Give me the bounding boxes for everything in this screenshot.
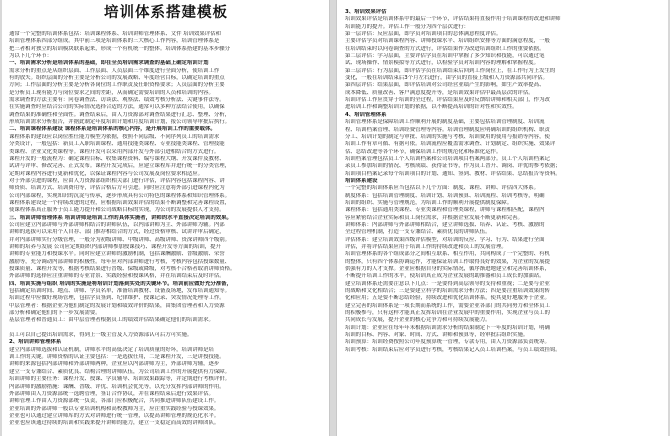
text-line: 共同成长与发展，提升企业的核心竞争力和可持续发展能力。 xyxy=(345,317,491,324)
text-line: 成本降低、质量改善、客户满意度提升等，是培训效果评估中最高层次的评估。 xyxy=(345,89,534,96)
text-line: 供强有力的人才支撑。企业应根据自身的实际情况，循序渐进地建立和完善培训体系， xyxy=(345,266,550,273)
text-line: 在培训结束时以问卷调查的方式进行，评估结果作为改进培训组织工作的重要依据。 xyxy=(345,45,545,52)
right-page-body xyxy=(345,9,660,354)
text-line: 包括确定培训时间、地点、讲师、学员名单，准备培训教材、设备及场地，发布培训通知等。 xyxy=(9,288,231,295)
text-line: 第二层评估：学习层面，主要评估学员在培训中掌握了多少知识和技能，可以通过笔 xyxy=(345,53,545,60)
text-line: 对于外部引进的课程，应由人力资源部组织相关部门进行评估，评估内容包括课程内容、讲 xyxy=(9,177,225,184)
text-line: 培训管理体系四部分组成。其中前三项是培训体系的三大核心工作内容，培训管理体系是 xyxy=(9,38,220,45)
text-line: 调查结果的准确性和全面性。调查结束后，由人力资源部对调查结果进行汇总、整理、分析， xyxy=(9,111,231,118)
text-line: 需求分析的重点是从组织层面、工作层面、人员层面三个维度进行全面分析，使培训工作 xyxy=(9,67,220,74)
text-line: 进培训工作和调整培训计划的依据，以不断提高培训的针对性和实效性。 xyxy=(345,104,518,111)
text-line: 建立完善的培训体系是一项长期而系统的工作，需要企业各部门的共同努力和全体员工 xyxy=(345,302,550,309)
text-line: 课程开发的一般流程为：确定课程目标、收集课程资料、编写课程大纲、开发课件及教材、 xyxy=(9,155,225,162)
text-line: 第三层评估：行为层面，即评估学员在培训结束后回到工作岗位上，在工作行为上发生的 xyxy=(345,67,556,74)
text-line: 培训管理体系是保障培训工作顺利开展的制度基础，主要包括培训管理制度、培训流 xyxy=(345,119,545,126)
text-line: 化和应用；五是要不断总结经验，持续改进和优化培训体系，使其更好地服务于企业。 xyxy=(345,295,550,302)
text-line: 通常一个完整的培训体系包括：培训课程体系、培训讲师管理体系、文件 培训效果评估和 xyxy=(9,31,221,37)
text-line: 试讲与评审、修改完善、正式发布。课程开发完成后，应建立课程库并进行统一的分类管理， xyxy=(9,163,231,170)
text-line: 第一层评估：反应层面，即学员对培训项目的总体满意程度评估。 xyxy=(345,31,502,38)
text-line: 全过程管理机制，打造一支专兼结合、素质优良的讲师队伍。 xyxy=(345,229,491,236)
text-line: 估、总结改进等各个环节，确保培训工作的规范化和标准化运作。 xyxy=(345,148,502,155)
text-line: 分类设计，一般包括：新员工入职培训课程、通用技能类课程、专业技能类课程、管理技能 xyxy=(9,141,225,148)
text-line: 的整体，只有四个体系协调运作，才能保证培训工作取得良好的效果，为企业的发展提 xyxy=(345,258,550,265)
text-line: 培训工作有章可循、有据可依。培训流程应覆盖需求调查、计划制定、组织实施、效果评 xyxy=(345,141,556,148)
text-line: 企业也可以通过建立讲师库的方式对讲师进行统一管理，以提高讲师管理的规范化水平。 xyxy=(9,412,220,419)
text-line: 公司内部课程，实现知识的沉淀与传承，逐步形成具有公司特色的课程体系和知识管理体系。 xyxy=(9,192,231,199)
text-line: 有的放矢。组织层面的分析主要是分析公司的发展战略、年度经营目标，以确定培训的重点 xyxy=(9,75,225,82)
text-line: 录员工参加培训的情况、考核成绩、获得证书等，作为员工晋升、调岗、评优的参考依据； xyxy=(345,163,561,170)
text-line: 讲师的来源包括内部讲师和外部讲师两种，企业应以内部讲师为主，外部讲师为辅，逐步 xyxy=(9,361,220,368)
text-line: 2、培训讲师管理体系 xyxy=(9,339,62,346)
text-line: 训工作的关键。讲师资格的认证主要包括：一是选拔任用，二是课程开发，三是讲授技能。 xyxy=(9,354,225,361)
text-line: 4、培训管理体系 xyxy=(345,111,387,118)
text-line: 方向；工作层面的分析主要是分析各岗位的工作职责及任职资格要求；人员层面的分析主要 xyxy=(9,82,225,89)
document-page-left xyxy=(2,0,330,436)
text-line: 培训预算：培训经费按照公司年度预算统一管理，专款专用，由人力资源部负责统筹。 xyxy=(345,339,550,346)
text-line: 变化，一般在培训结束后3个月左右进行，由学员的直接上级和人力资源部共同评估。 xyxy=(345,75,548,82)
text-line: 的战略和文化相结合；三是要建立科学的培训需求分析方法；四是要注重培训效果的转 xyxy=(345,288,550,295)
text-line: 建立培训体系还需要注意以下几点：一是要得到高层领导的支持和重视；二是要与企业 xyxy=(345,280,550,287)
text-line: 需求调查的方法主要有：问卷调查法、访谈法、观察法、绩效考核分析法、关键事件法等。 xyxy=(9,97,225,104)
text-line: 定期对课程内容进行更新和优化，以保证课程内容与公司发展及岗位要求相适应。 xyxy=(9,170,204,177)
text-line: 培训考核：培训结束后应对学员进行考核，考核结果记入员工培训档案，与员工绩效挂钩。 xyxy=(345,346,561,353)
text-line: 在实施调查时应结合公司的实际情况选择合适的方法，通常可以多种方法结合使用，以确保 xyxy=(9,104,225,111)
text-line: 评估体系：建立培训效果四级评估模型，对培训的反应、学习、行为、结果进行全面 xyxy=(345,236,545,243)
text-line: 培训讲师的主要任务：课程开发、授课、学员辅导、培训效果跟踪等，并定期进行考核评价。 xyxy=(9,376,231,383)
text-line: 的积极参与，只有这样才能真正发挥培训在企业发展中的重要作用，实现企业与员工的 xyxy=(345,310,550,317)
text-line: 企业也应该通过持续的培训和实践来提升讲师的能力，建立一支稳定而高效的讲师团队。 xyxy=(9,420,220,427)
text-line: 师资质、培训方式、培训费用等，评估合格后方可引进。同时应注意将外部引进课程内化为 xyxy=(9,185,225,192)
text-line: 培训项目档案记录每个培训项目的计划、通知、签到、教材、评估结果、总结报告等资料。 xyxy=(345,170,561,177)
text-line: 课程体系：包括通用类课程、专业类课程和管理类课程，讲师与课程相匹配，课程内 xyxy=(345,207,545,214)
text-line: 形成培训需求分析报告，并据此制定年度培训计划和月度培训计划，报公司领导审批后执行。 xyxy=(9,119,231,126)
text-line: 二、培训课程体系建设 课程体系是培训体系的核心内容，是开展培训工作的重要载体。 xyxy=(9,126,216,133)
text-line: 课程体系建设是一个持续改进的过程，应根据培训效果评估的结果不断调整和完善课程设置， xyxy=(9,199,231,206)
text-line: 程、培训档案管理、培训经费管理等内容。培训管理制度应明确培训的组织机构、职责 xyxy=(345,126,550,133)
text-line: 培训计划：企业应在每年年末根据培训需求分析的结果制定下一年度的培训计划，明确 xyxy=(345,324,550,331)
text-line: 培训管理体系的各个组成部分之间相互联系、相互作用，共同构成了一个完整的、有机 xyxy=(345,251,550,258)
text-line: 部分析和确定他们的下一步发展需要。 xyxy=(9,310,101,317)
document-title: 培训体系搭建模板 xyxy=(104,4,228,21)
text-line: 培训档案管理包括员工个人培训档案和公司培训项目档案两部分。员工个人培训档案记 xyxy=(345,155,550,162)
text-line: 培训过程中应做好现场管理，包括学员签到、纪律维护、授课记录、突发情况处理等工作。 xyxy=(9,295,225,302)
text-line: 外部讲师的选择应注重讲师的专业背景、实践经验和授课风格，并在培训结束后及时评估。 xyxy=(9,273,225,280)
text-line: 培训的组织、实施与管理规范，为培训工作的顺利开展提供制度保障。 xyxy=(345,199,513,206)
text-line: 制度体系：包括培训管理制度、培训计划、培训预算、培训流程、培训考核等，明确 xyxy=(345,192,545,199)
text-line: 公司应建立内部讲师与外部讲师相结合的讲师队伍，以内部讲师为主、外部讲师为辅。内部 xyxy=(9,221,225,228)
text-line: 一个完整的培训体系应当包括以下几个方面：制度、课程、讲师、评估四大体系。 xyxy=(345,185,540,192)
left-page-body xyxy=(9,31,323,428)
text-line: 基层管理者和普通员工：由中层管理者根据员工的绩效评估结果确定他们的培训需求。 xyxy=(9,317,214,324)
text-line: 不断提升培训工作的水平，使培训真正成为企业发展的助推器和员工成长的加油站。 xyxy=(345,273,545,280)
text-line: 讲师的专业能力和授课水平。同时应建立讲师的激励机制，包括课酬激励、晋级激励、荣誉 xyxy=(9,251,225,258)
text-line: 试、现场操作、情景模拟等方式进行，以检验学员对培训内容的理解和掌握程度。 xyxy=(345,60,540,67)
text-line: 评估，并将评估结果应用于培训工作的持续改进和员工的发展管理。 xyxy=(345,244,507,250)
text-line: 是分析员工现有能力与岗位要求之间的差距，从而确定需要培训的人员和培训的内容。 xyxy=(9,89,214,96)
text-line: 培训评估工作应贯穿于培训的全过程，评估结果应及时反馈给讲师和相关部门，作为改 xyxy=(345,97,550,104)
text-line: 并对内部讲师实行分级管理，一般分为初级讲师、中级讲师、高级讲师、资深讲师四个级别。 xyxy=(9,236,231,243)
text-line: 类课程、企业文化类课程等。课程开发可以采用内部开发与外部引进相结合的方式进行。 xyxy=(9,148,220,155)
text-line: 第四层评估：结果层面，即评估培训对公司经营业绩产生的影响，如生产效率提高、 xyxy=(345,82,545,89)
text-line: 员工可以自己提出培训需求，得到上一级主管及人力资源部认可后方可实施。 xyxy=(9,332,193,339)
text-line: 培训的目标、内容、对象、时间、方式、讲师和预算等，经审批后组织实施。 xyxy=(345,332,529,339)
text-line: 内部讲师的激励措施：课酬、晋级、评优、培训机会优先等，以充分发挥内部讲师的作用。 xyxy=(9,383,225,390)
text-line: 培训体系建设 xyxy=(345,177,378,184)
text-line: 课程体系的建设应以岗位胜任能力模型为依据，按照不同层级、不同序列员工的培训需求 xyxy=(9,133,220,140)
text-line: 讲师的选拔可以采用个人自荐、部门推荐相结合的方式，经过资格审核、试讲评审后确定， xyxy=(9,229,225,236)
text-line: 培训效果评估是培训体系中的最后一个环节，评估结果将直接作用于培训课程的改进和讲师 xyxy=(345,16,561,23)
text-line: 讲师管理工作由人力资源部统一负责，各部门应积极配合，共同推进讲师队伍建设工作。 xyxy=(9,398,220,405)
text-line: 建立一支专兼结合、素质优良、结构合理的讲师队伍，为公司培训工作的开展提供有力保障。 xyxy=(9,368,231,375)
text-line: 容应紧密结合企业实际和员工岗位需求，并根据企业发展不断更新和完善。 xyxy=(345,214,523,221)
text-line xyxy=(9,325,323,332)
text-line: 企业培训的外部讲师一般以专业培训机构和高校教师为主，应注重实践经验与授课效果。 xyxy=(9,405,220,412)
text-line: 一、培训需求分析是培训体系的基础，即在全员培训需求调查的基础上确定培训计划 xyxy=(9,60,209,67)
text-line: 为以下几个环节： xyxy=(9,53,53,60)
text-line: 培训能力的提升。评估工作一般分为四个层次进行： xyxy=(345,23,469,30)
text-line: 中层管理者：根据企业为他们制定的发展计划和绩效评价的结果，由集团管理者和人力资源 xyxy=(9,302,225,309)
document-page-right xyxy=(336,0,668,436)
text-line: 授课质量、课程开发等，根据考核结果进行晋级、保级或降级，对考核不合格者取消讲师资格。 xyxy=(9,266,236,272)
text-line: 主要评估学员对培训课程内容、讲师授课水平、培训组织安排等方面的满意程度，一般 xyxy=(345,38,550,45)
text-line: 四、培训实施与组织 培训的实施是将培训计划落到实处的关键环节。培训前应做好充分准备， xyxy=(9,280,232,287)
text-line: 三、培训讲师管理体系 培训讲师是培训工作的具体实施者，讲师的水平直接决定培训的效果。 xyxy=(9,214,232,221)
text-line: 激励等，充分调动内部讲师的积极性。每年应对内部讲师进行考核，考核内容包括授课数量、 xyxy=(9,258,231,265)
text-line: 把三者相对独立的培训模块联系起来，形成一个有机统一的整体。培训体系搭建的基本步骤分 xyxy=(9,45,231,52)
text-line: 分工、培训计划的制定与审批、培训的实施与考核、培训费用的使用与报销等内容，使 xyxy=(345,133,550,140)
text-line: 外部讲师由人力资源部统一选聘管理，签订合作协议，并在课程结束后进行效果评估。 xyxy=(9,390,214,397)
text-line: 3、培训效果评估 xyxy=(345,9,387,15)
text-line: 讲师的培养与发展 公司应定期组织内部讲师参加授课技巧、课程开发等方面的培训，提升 xyxy=(9,243,221,250)
text-line: 建立内部讲师选拔和认证机制，讲师水平的高低决定了培训质量的好坏，培训讲师是培 xyxy=(9,346,214,353)
text-line: 讲师体系：内部讲师与外部讲师相结合，建立讲师选拔、培养、认证、考核、激励的 xyxy=(345,221,545,228)
text-line: 使课程体系真正服务于员工能力提升和公司战略目标的实现，为公司的发展提供人才支持。 xyxy=(9,207,225,214)
